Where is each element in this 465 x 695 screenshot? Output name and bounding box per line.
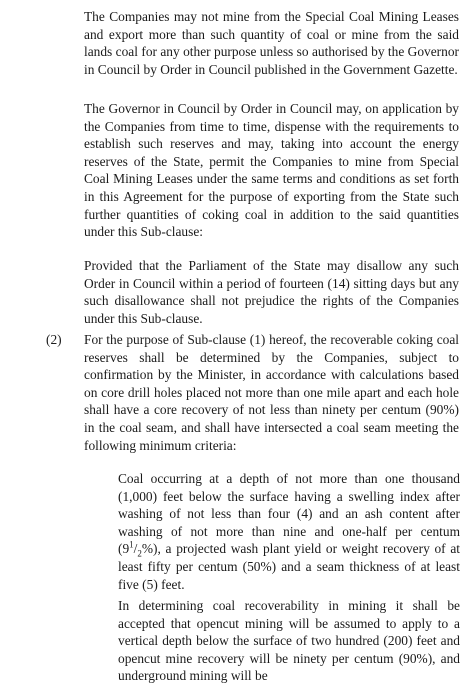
- subclause-2-text: For the purpose of Sub-clause (1) hereof, the recoverable coking coal reserves shall be determined by the Companies, subject to confirmation by the Minister, in accordance with calculations based on core drill holes placed not more than one mile apart and each hole shall have a core recovery of not less than ninety per centum (90%) in the coal seam, and shall have intersected a coal seam meeting the following minimum criteria:: [84, 332, 459, 453]
- fraction-one-half: $^1/_2$: [129, 539, 142, 560]
- paragraph-mining-restriction: The Companies may not mine from the Special Coal Mining Leases and export more than such quantity of coal or mine from the said lands coal for any other purpose unless so authorised by the Governor in Council by Order in Council published in the Government Gazette.: [84, 9, 459, 77]
- subclause-number: (2): [46, 332, 62, 347]
- minimum-criteria-paragraph: [118, 470, 460, 593]
- paragraph-governor-dispensation: The Governor in Council by Order in Council may, on application by the Companies from time to time, dispense with the requirements to establish such reserves and may, taking into account the energy reserves of the State, permit the Companies to mine from Special Coal Mining Leases under the same terms and conditions as set forth in this Agreement for the purpose of exporting from the State such further quantities of coking coal in addition to the said quantities under this Sub-clause:: [84, 101, 459, 240]
- fraction-numerator: 1: [129, 539, 134, 550]
- criteria-text-before: Coal occurring at a depth of not more than one thousand (1,000) feet below the surface having a swelling index after washing of not less than four (4) and an ash content after washing of not more than nine and one-half per centum (9: [118, 471, 460, 557]
- fraction-denominator: 2: [137, 549, 142, 560]
- paragraph-parliament-proviso: Provided that the Parliament of the State may disallow any such Order in Council within a period of fourteen (14) sitting days but any such disallowance shall not prejudice the rights of the Companies under this Sub-clause.: [84, 258, 459, 326]
- recoverability-paragraph: In determining coal recoverability in mining it shall be accepted that opencut mining will be assumed to apply to a vertical depth below the surface of two hundred (200) feet and opencut mine recovery will be ninety per centum (90%), and underground mining will be: [118, 598, 460, 684]
- criteria-text-after: %), a projected wash plant yield or weight recovery of at least fifty per centum (50%) and a seam thickness of at least five (5) feet.: [118, 541, 460, 592]
